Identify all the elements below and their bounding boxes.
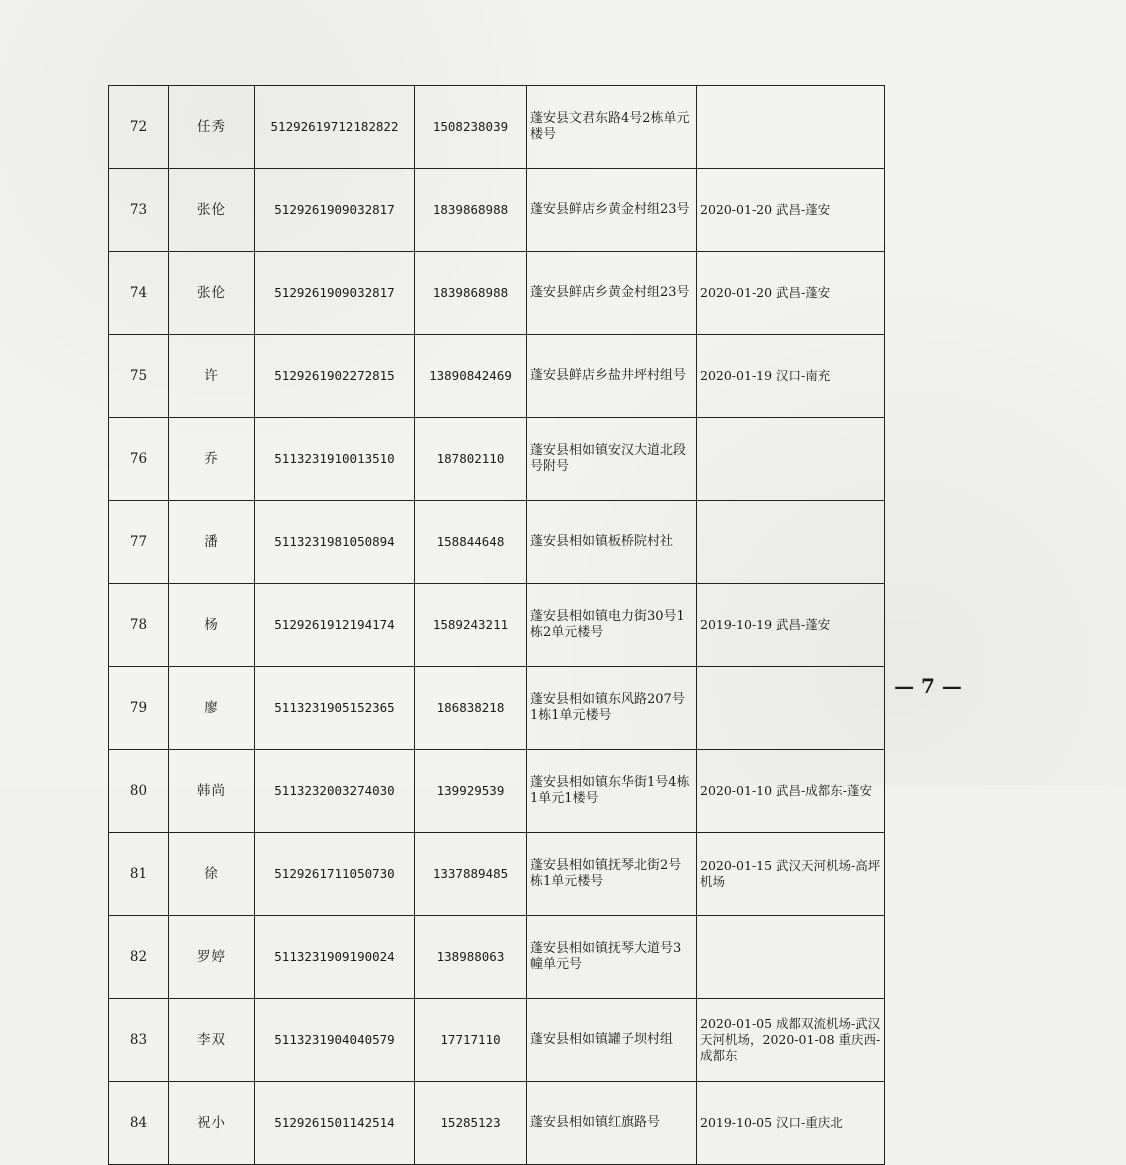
row-number-cell: 83 — [109, 999, 169, 1082]
table-row — [109, 916, 1005, 999]
row-number-cell: 76 — [109, 418, 169, 501]
address-cell: 蓬安县相如镇红旗路号 — [527, 1082, 697, 1165]
table-row — [109, 501, 1005, 584]
table-row — [109, 667, 1005, 750]
address-cell: 蓬安县相如镇东风路207号1栋1单元楼号 — [527, 667, 697, 750]
phone-number-cell: 138988063 — [415, 916, 527, 999]
table-row — [109, 584, 1005, 667]
row-number-cell: 73 — [109, 169, 169, 252]
id-number-cell: 5129261501142514 — [255, 1082, 415, 1165]
travel-history-cell: 2020-01-15 武汉天河机场-高坪机场 — [697, 833, 885, 916]
travel-history-cell: 2020-01-19 汉口-南充 — [697, 335, 885, 418]
table-row — [109, 86, 1005, 169]
row-number-cell: 77 — [109, 501, 169, 584]
row-number-cell: 78 — [109, 584, 169, 667]
id-number-cell: 5113231909190024 — [255, 916, 415, 999]
phone-number-cell: 1589243211 — [415, 584, 527, 667]
row-number-cell: 80 — [109, 750, 169, 833]
address-cell: 蓬安县相如镇电力街30号1栋2单元楼号 — [527, 584, 697, 667]
row-number-cell: 72 — [109, 86, 169, 169]
travel-history-cell — [697, 501, 885, 584]
travel-history-cell — [697, 86, 885, 169]
travel-history-cell: 2020-01-20 武昌-蓬安 — [697, 252, 885, 335]
phone-number-cell: 1337889485 — [415, 833, 527, 916]
person-name-cell: 潘 — [169, 501, 255, 584]
id-number-cell: 5113231905152365 — [255, 667, 415, 750]
address-cell: 蓬安县相如镇安汉大道北段号附号 — [527, 418, 697, 501]
travel-history-cell — [697, 667, 885, 750]
id-number-cell: 5129261909032817 — [255, 169, 415, 252]
phone-number-cell: 1839868988 — [415, 169, 527, 252]
person-name-cell: 韩尚 — [169, 750, 255, 833]
person-name-cell: 杨 — [169, 584, 255, 667]
table-row — [109, 1082, 1005, 1165]
id-number-cell: 5113231981050894 — [255, 501, 415, 584]
id-number-cell: 5129261902272815 — [255, 335, 415, 418]
person-name-cell: 任秀 — [169, 86, 255, 169]
travel-history-cell: 2019-10-05 汉口-重庆北 — [697, 1082, 885, 1165]
row-number-cell: 82 — [109, 916, 169, 999]
phone-number-cell: 139929539 — [415, 750, 527, 833]
row-number-cell: 79 — [109, 667, 169, 750]
person-name-cell: 祝小 — [169, 1082, 255, 1165]
travel-history-cell — [697, 418, 885, 501]
travel-history-cell: 2020-01-10 武昌-成都东-蓬安 — [697, 750, 885, 833]
phone-number-cell: 1508238039 — [415, 86, 527, 169]
table-row — [109, 169, 1005, 252]
id-number-cell: 5129261909032817 — [255, 252, 415, 335]
person-name-cell: 罗婷 — [169, 916, 255, 999]
phone-number-cell: 15285123 — [415, 1082, 527, 1165]
person-name-cell: 张伦 — [169, 169, 255, 252]
address-cell: 蓬安县鲜店乡黄金村组23号 — [527, 252, 697, 335]
row-number-cell: 74 — [109, 252, 169, 335]
table-row — [109, 252, 1005, 335]
travel-history-cell: 2020-01-05 成都双流机场-武汉天河机场，2020-01-08 重庆西-成都东 — [697, 999, 885, 1082]
table-row — [109, 833, 1005, 916]
page-number: — 7 — — [894, 674, 962, 698]
address-cell: 蓬安县相如镇东华街1号4栋1单元1楼号 — [527, 750, 697, 833]
address-cell: 蓬安县鲜店乡盐井坪村组号 — [527, 335, 697, 418]
travel-history-cell: 2020-01-20 武昌-蓬安 — [697, 169, 885, 252]
table-row — [109, 750, 1005, 833]
table-row — [109, 335, 1005, 418]
person-name-cell: 廖 — [169, 667, 255, 750]
phone-number-cell: 13890842469 — [415, 335, 527, 418]
travel-history-cell — [697, 916, 885, 999]
address-cell: 蓬安县文君东路4号2栋单元楼号 — [527, 86, 697, 169]
phone-number-cell: 17717110 — [415, 999, 527, 1082]
phone-number-cell: 187802110 — [415, 418, 527, 501]
id-number-cell: 5113231910013510 — [255, 418, 415, 501]
id-number-cell: 5113231904040579 — [255, 999, 415, 1082]
records-table-body — [109, 86, 1005, 1165]
phone-number-cell: 158844648 — [415, 501, 527, 584]
person-name-cell: 徐 — [169, 833, 255, 916]
phone-number-cell: 1839868988 — [415, 252, 527, 335]
address-cell: 蓬安县相如镇抚琴大道号3幢单元号 — [527, 916, 697, 999]
person-name-cell: 李双 — [169, 999, 255, 1082]
person-name-cell: 许 — [169, 335, 255, 418]
records-table — [108, 85, 1005, 1165]
phone-number-cell: 186838218 — [415, 667, 527, 750]
table-row — [109, 999, 1005, 1082]
person-name-cell: 张伦 — [169, 252, 255, 335]
address-cell: 蓬安县鲜店乡黄金村组23号 — [527, 169, 697, 252]
row-number-cell: 75 — [109, 335, 169, 418]
id-number-cell: 5129261711050730 — [255, 833, 415, 916]
table-row — [109, 418, 1005, 501]
id-number-cell: 5129261912194174 — [255, 584, 415, 667]
travel-history-cell: 2019-10-19 武昌-蓬安 — [697, 584, 885, 667]
id-number-cell: 5113232003274030 — [255, 750, 415, 833]
address-cell: 蓬安县相如镇抚琴北街2号栋1单元楼号 — [527, 833, 697, 916]
row-number-cell: 84 — [109, 1082, 169, 1165]
address-cell: 蓬安县相如镇板桥院村社 — [527, 501, 697, 584]
person-name-cell: 乔 — [169, 418, 255, 501]
row-number-cell: 81 — [109, 833, 169, 916]
id-number-cell: 51292619712182822 — [255, 86, 415, 169]
address-cell: 蓬安县相如镇罐子坝村组 — [527, 999, 697, 1082]
